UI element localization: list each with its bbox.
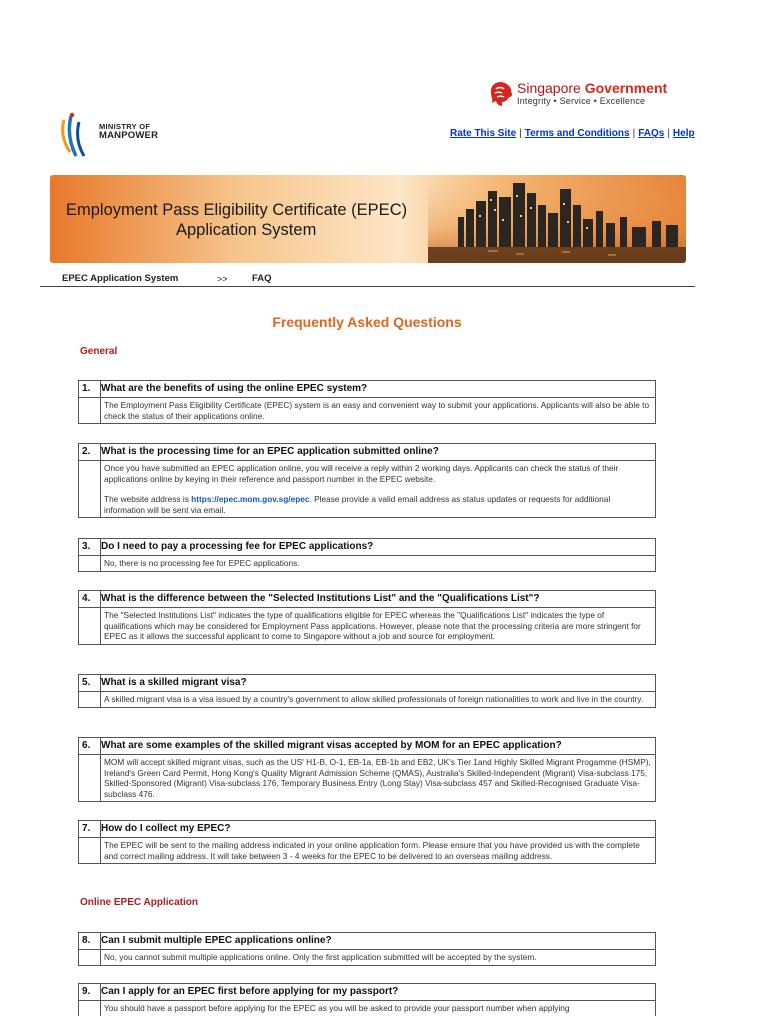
breadcrumb-separator: >> <box>217 274 228 284</box>
faqs-link[interactable]: FAQs <box>638 128 665 139</box>
mom-logo[interactable] <box>60 112 180 162</box>
faq-question: 2. What is the processing time for an EPEC application submitted online? <box>79 444 655 461</box>
faq-item <box>78 820 656 864</box>
top-links: Rate This Site | Terms and Conditions | FAQs | Help <box>450 128 695 139</box>
faq-answer: The EPEC will be sent to the mailing address indicated in your online application form. Please ensure that you have provided us with the complete and correct mailing address. It will take between 3 - 4 weeks for the EPEC to be delivered to an overseas mailing address. <box>104 840 640 861</box>
faq-answer: No, you cannot submit multiple applications online. Only the first application submitted will be accepted by the system. <box>104 952 537 962</box>
faq-question: 7. How do I collect my EPEC? <box>79 821 655 838</box>
faq-item <box>78 538 656 572</box>
faq-question: 9. Can I apply for an EPEC first before applying for my passport? <box>79 984 655 1001</box>
faq-question: 1. What are the benefits of using the online EPEC system? <box>79 381 655 398</box>
page-title: Frequently Asked Questions <box>272 314 462 330</box>
faq-answer: Once you have submitted an EPEC application online, you will receive a reply within 2 working days. Applicants can check the status of their applications online by keying in their reference and passport number in the EPEC website. The website address is https://epec.mom.gov.sg/epec. Please provide a valid email address as status updates or requests for additional information will be sent via email. <box>104 463 619 515</box>
faq-answer: The Employment Pass Eligibility Certificate (EPEC) system is an easy and convenient way to submit your applications. Applicants will also be able to check the status of their applications online. <box>104 400 650 421</box>
government-name: Singapore Government <box>517 80 668 96</box>
singapore-government-logo <box>488 80 688 110</box>
mom-wordmark: MINISTRY OF MANPOWER <box>99 122 159 141</box>
banner-title-line1: Employment Pass Eligibility Certificate (EPEC) <box>66 201 408 219</box>
faq-item <box>78 674 656 708</box>
lion-head-icon <box>488 80 514 108</box>
faq-answer: No, there is no processing fee for EPEC applications. <box>104 558 300 568</box>
faq-question: 3. Do I need to pay a processing fee for EPEC applications? <box>79 539 655 556</box>
section-heading-online-epec-application: Online EPEC Application <box>80 897 198 908</box>
help-link[interactable]: Help <box>672 128 695 139</box>
faq-item <box>78 443 656 518</box>
faq-question: 6. What are some examples of the skilled migrant visas accepted by MOM for an EPEC application? <box>79 738 655 755</box>
banner-title-line2: Application System <box>176 221 317 239</box>
breadcrumb-current: FAQ <box>252 273 272 284</box>
faq-question: 4. What is the difference between the "Selected Institutions List" and the "Qualifications List"? <box>79 591 655 608</box>
faq-item <box>78 590 656 645</box>
faq-answer: You should have a passport before applying for the EPEC as you will be asked to provide your passport number when applying <box>104 1003 570 1013</box>
faq-answer: A skilled migrant visa is a visa issued by a country's government to allow skilled professionals of foreign nationalities to work and live in the country. <box>104 694 644 704</box>
faq-question: 8. Can I submit multiple EPEC applications online? <box>79 933 655 950</box>
faq-item <box>78 983 656 1016</box>
mom-swoosh-icon <box>60 112 98 162</box>
terms-and-conditions-link[interactable]: Terms and Conditions <box>524 128 630 139</box>
epec-website-link[interactable]: https://epec.mom.gov.sg/epec <box>191 494 310 505</box>
faq-question: 5. What is a skilled migrant visa? <box>79 675 655 692</box>
rate-this-site-link[interactable]: Rate This Site <box>450 128 517 139</box>
faq-answer: MOM will accept skilled migrant visas, such as the US' H1-B, O-1, EB-1a, EB-1b and EB2, UK's Tier 1and Highly Skilled Migrant Progamme (HSMP), Ireland's Green Card Permit, Hong Kong's Quality Migrant Admission Scheme (QMAS), Australia's Skilled-Independent (Migrant) Visa-subclass 175, Skilled-Sponsored (Migrant) Visa-subclass 176, Temporary Business Entry (Long Stay) Visa-subclass 457 and Skilled-Recognised Graduate Visa-subclass 476. <box>104 757 651 799</box>
faq-item <box>78 932 656 966</box>
breadcrumb-root[interactable]: EPEC Application System <box>62 273 179 284</box>
epec-banner <box>50 175 686 263</box>
city-skyline-image <box>428 175 686 263</box>
government-motto: Integrity • Service • Excellence <box>517 96 646 106</box>
faq-item <box>78 737 656 802</box>
breadcrumb <box>62 273 272 284</box>
header-divider <box>40 286 695 287</box>
section-heading-general: General <box>80 346 118 357</box>
faq-answer: The "Selected Institutions List" indicates the type of qualifications eligible for EPEC whereas the "Qualifications List" indicates the type of qualifications which may be considered for Employment Pass applications. However, please note that the processing criteria are more stringent for EPEC as it allows the successful applicant to come to Singapore without a job and source for employment. <box>104 610 641 642</box>
faq-item <box>78 380 656 424</box>
